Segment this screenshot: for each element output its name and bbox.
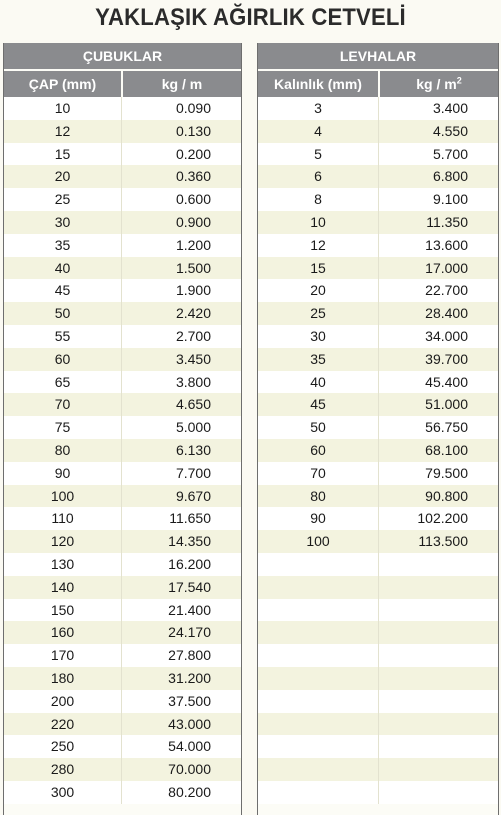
table-row bbox=[258, 644, 498, 667]
bars-table bbox=[3, 43, 242, 815]
weight-cell: 80.200 bbox=[121, 781, 241, 804]
size-cell: 160 bbox=[50, 624, 75, 641]
weight-cell: 1.900 bbox=[121, 279, 241, 302]
size-cell: 80 bbox=[310, 487, 326, 504]
size-cell: 280 bbox=[50, 761, 75, 778]
weight-cell: 28.400 bbox=[378, 302, 498, 325]
size-cell: 250 bbox=[50, 738, 75, 755]
size-cell: 140 bbox=[50, 578, 75, 595]
size-cell: 25 bbox=[310, 305, 326, 322]
plates-weight-header-exponent: 2 bbox=[456, 75, 462, 86]
table-row bbox=[4, 462, 241, 485]
table-row bbox=[4, 713, 241, 736]
weight-cell: 14.350 bbox=[121, 530, 241, 553]
weight-cell bbox=[378, 576, 498, 599]
weight-cell: 5.700 bbox=[378, 143, 498, 166]
table-row bbox=[258, 485, 498, 508]
size-cell: 50 bbox=[54, 305, 71, 322]
plates-weight-header-unit: kg / m bbox=[416, 76, 457, 92]
weight-cell: 31.200 bbox=[121, 667, 241, 690]
table-row bbox=[4, 667, 241, 690]
plates-weight-header bbox=[380, 71, 498, 97]
plates-thickness-header: Kalınlık (mm) bbox=[258, 71, 378, 97]
weight-cell: 3.450 bbox=[121, 348, 241, 371]
size-cell: 150 bbox=[50, 601, 75, 618]
size-cell bbox=[258, 667, 378, 690]
weight-cell bbox=[378, 599, 498, 622]
size-cell: 30 bbox=[54, 213, 71, 230]
table-row bbox=[258, 143, 498, 166]
table-row bbox=[258, 690, 498, 713]
size-cell: 12 bbox=[310, 236, 326, 253]
weight-cell: 24.170 bbox=[121, 621, 241, 644]
table-row bbox=[4, 234, 241, 257]
size-cell bbox=[258, 576, 378, 599]
table-row bbox=[258, 234, 498, 257]
bars-column-headers bbox=[4, 71, 241, 97]
table-row bbox=[258, 325, 498, 348]
size-cell bbox=[258, 690, 378, 713]
weight-cell: 2.420 bbox=[121, 302, 241, 325]
table-row bbox=[4, 325, 241, 348]
size-cell: 80 bbox=[54, 441, 71, 458]
size-cell: 110 bbox=[51, 510, 74, 527]
size-cell: 30 bbox=[310, 327, 326, 344]
size-cell: 70 bbox=[310, 464, 326, 481]
weight-cell: 7.700 bbox=[121, 462, 241, 485]
weight-cell bbox=[378, 690, 498, 713]
table-row bbox=[258, 507, 498, 530]
weight-cell bbox=[378, 644, 498, 667]
size-cell: 90 bbox=[54, 464, 71, 481]
table-row bbox=[4, 97, 241, 120]
size-cell: 10 bbox=[54, 100, 71, 116]
table-row bbox=[4, 758, 241, 781]
weight-cell bbox=[378, 781, 498, 804]
weight-cell: 9.100 bbox=[378, 188, 498, 211]
table-row bbox=[258, 576, 498, 599]
size-cell: 130 bbox=[50, 555, 75, 572]
table-row bbox=[258, 781, 498, 804]
weight-cell: 3.800 bbox=[121, 371, 241, 394]
size-cell: 6 bbox=[314, 168, 322, 185]
table-row bbox=[4, 371, 241, 394]
bars-weight-header: kg / m bbox=[123, 71, 241, 97]
table-row bbox=[4, 416, 241, 439]
size-cell bbox=[258, 644, 378, 667]
table-row bbox=[258, 599, 498, 622]
table-row bbox=[4, 485, 241, 508]
weight-cell bbox=[378, 735, 498, 758]
weight-cell: 6.130 bbox=[121, 439, 241, 462]
weight-cell: 6.800 bbox=[378, 165, 498, 188]
size-cell bbox=[258, 621, 378, 644]
size-cell bbox=[258, 599, 378, 622]
weight-cell: 1.200 bbox=[121, 234, 241, 257]
plates-table bbox=[257, 43, 499, 815]
size-cell: 12 bbox=[54, 122, 71, 139]
size-cell: 300 bbox=[50, 783, 75, 800]
weight-cell: 16.200 bbox=[121, 553, 241, 576]
weight-cell: 11.350 bbox=[378, 211, 498, 234]
table-row bbox=[4, 348, 241, 371]
table-row bbox=[4, 143, 241, 166]
weight-cell: 70.000 bbox=[121, 758, 241, 781]
table-row bbox=[258, 348, 498, 371]
table-row bbox=[258, 530, 498, 553]
size-cell: 100 bbox=[50, 487, 75, 504]
weight-cell: 0.130 bbox=[121, 120, 241, 143]
size-cell: 50 bbox=[310, 419, 326, 436]
weight-cell: 0.200 bbox=[121, 143, 241, 166]
size-cell: 65 bbox=[54, 373, 71, 390]
weight-cell: 51.000 bbox=[378, 393, 498, 416]
bars-heading: ÇUBUKLAR bbox=[4, 43, 241, 71]
table-row bbox=[4, 781, 241, 804]
table-row bbox=[4, 439, 241, 462]
table-row bbox=[258, 165, 498, 188]
table-row bbox=[4, 553, 241, 576]
weight-cell: 56.750 bbox=[378, 416, 498, 439]
table-row bbox=[258, 416, 498, 439]
weight-cell: 13.600 bbox=[378, 234, 498, 257]
weight-cell: 27.800 bbox=[121, 644, 241, 667]
table-row bbox=[258, 279, 498, 302]
size-cell bbox=[258, 553, 378, 576]
size-cell bbox=[258, 758, 378, 781]
weight-cell bbox=[378, 758, 498, 781]
weight-cell: 1.500 bbox=[121, 257, 241, 280]
table-row bbox=[4, 644, 241, 667]
size-cell: 15 bbox=[310, 259, 326, 276]
weight-cell: 0.600 bbox=[121, 188, 241, 211]
weight-cell bbox=[378, 621, 498, 644]
table-row bbox=[4, 690, 241, 713]
weight-cell: 54.000 bbox=[121, 735, 241, 758]
weight-cell: 9.670 bbox=[121, 485, 241, 508]
table-row bbox=[258, 120, 498, 143]
table-row bbox=[4, 393, 241, 416]
size-cell: 90 bbox=[310, 510, 326, 527]
weight-cell: 4.650 bbox=[121, 393, 241, 416]
table-row bbox=[258, 462, 498, 485]
weight-cell: 3.400 bbox=[378, 97, 498, 120]
weight-cell: 34.000 bbox=[378, 325, 498, 348]
size-cell: 180 bbox=[50, 669, 75, 686]
weight-cell: 39.700 bbox=[378, 348, 498, 371]
table-row bbox=[4, 302, 241, 325]
size-cell bbox=[258, 713, 378, 736]
size-cell: 35 bbox=[310, 350, 326, 367]
weight-cell: 21.400 bbox=[121, 599, 241, 622]
size-cell: 200 bbox=[50, 692, 75, 709]
size-cell: 55 bbox=[54, 327, 71, 344]
size-cell: 40 bbox=[54, 259, 71, 276]
weight-cell: 22.700 bbox=[378, 279, 498, 302]
table-row bbox=[4, 576, 241, 599]
size-cell: 10 bbox=[310, 213, 326, 230]
size-cell: 70 bbox=[54, 396, 71, 413]
weight-cell: 43.000 bbox=[121, 713, 241, 736]
weight-cell: 2.700 bbox=[121, 325, 241, 348]
plates-table-body bbox=[258, 97, 498, 804]
table-row bbox=[258, 393, 498, 416]
table-row bbox=[4, 279, 241, 302]
bars-table-body bbox=[4, 97, 241, 804]
table-row bbox=[4, 507, 241, 530]
size-cell: 15 bbox=[54, 145, 71, 162]
table-row bbox=[258, 735, 498, 758]
table-row bbox=[4, 165, 241, 188]
table-row bbox=[258, 439, 498, 462]
table-row bbox=[258, 211, 498, 234]
size-cell: 20 bbox=[54, 168, 71, 185]
table-row bbox=[258, 188, 498, 211]
table-row bbox=[258, 713, 498, 736]
table-row bbox=[258, 758, 498, 781]
size-cell: 45 bbox=[54, 282, 71, 299]
table-row bbox=[4, 621, 241, 644]
table-row bbox=[258, 667, 498, 690]
size-cell: 8 bbox=[314, 191, 322, 208]
table-row bbox=[258, 257, 498, 280]
table-row bbox=[4, 735, 241, 758]
weight-cell: 17.000 bbox=[378, 257, 498, 280]
size-cell bbox=[258, 781, 378, 804]
page-title: YAKLAŞIK AĞIRLIK CETVELİ bbox=[95, 4, 406, 31]
table-row bbox=[4, 211, 241, 234]
size-cell: 170 bbox=[50, 647, 75, 664]
size-cell: 45 bbox=[310, 396, 326, 413]
plates-heading: LEVHALAR bbox=[258, 43, 498, 71]
table-row bbox=[258, 97, 498, 120]
weight-cell: 45.400 bbox=[378, 371, 498, 394]
weight-cell: 4.550 bbox=[378, 120, 498, 143]
table-row bbox=[258, 621, 498, 644]
size-cell: 5 bbox=[314, 145, 322, 162]
size-cell: 100 bbox=[306, 533, 330, 550]
size-cell: 25 bbox=[54, 191, 71, 208]
size-cell: 20 bbox=[310, 282, 326, 299]
weight-cell: 0.360 bbox=[121, 165, 241, 188]
table-row bbox=[258, 371, 498, 394]
weight-cell: 5.000 bbox=[121, 416, 241, 439]
size-cell: 60 bbox=[54, 350, 71, 367]
size-cell: 75 bbox=[54, 419, 71, 436]
table-row bbox=[4, 188, 241, 211]
table-row bbox=[258, 553, 498, 576]
weight-cell: 37.500 bbox=[121, 690, 241, 713]
bars-diameter-header: ÇAP (mm) bbox=[4, 71, 121, 97]
size-cell bbox=[258, 735, 378, 758]
table-row bbox=[4, 257, 241, 280]
weight-cell: 68.100 bbox=[378, 439, 498, 462]
weight-cell bbox=[378, 713, 498, 736]
size-cell: 220 bbox=[50, 715, 75, 732]
table-row bbox=[258, 302, 498, 325]
size-cell: 35 bbox=[54, 236, 71, 253]
table-row bbox=[4, 120, 241, 143]
table-row bbox=[4, 530, 241, 553]
plates-column-headers bbox=[258, 71, 498, 97]
table-row bbox=[4, 599, 241, 622]
size-cell: 4 bbox=[314, 122, 322, 139]
weight-cell: 79.500 bbox=[378, 462, 498, 485]
weight-cell: 90.800 bbox=[378, 485, 498, 508]
weight-cell: 17.540 bbox=[121, 576, 241, 599]
weight-cell: 0.090 bbox=[121, 97, 241, 120]
size-cell: 120 bbox=[50, 533, 75, 550]
weight-cell: 0.900 bbox=[121, 211, 241, 234]
weight-cell: 113.500 bbox=[378, 530, 498, 553]
weight-cell: 102.200 bbox=[378, 507, 498, 530]
size-cell: 60 bbox=[310, 441, 326, 458]
weight-cell bbox=[378, 667, 498, 690]
weight-cell: 11.650 bbox=[121, 507, 241, 530]
size-cell: 3 bbox=[314, 100, 322, 116]
size-cell: 40 bbox=[310, 373, 326, 390]
weight-cell bbox=[378, 553, 498, 576]
